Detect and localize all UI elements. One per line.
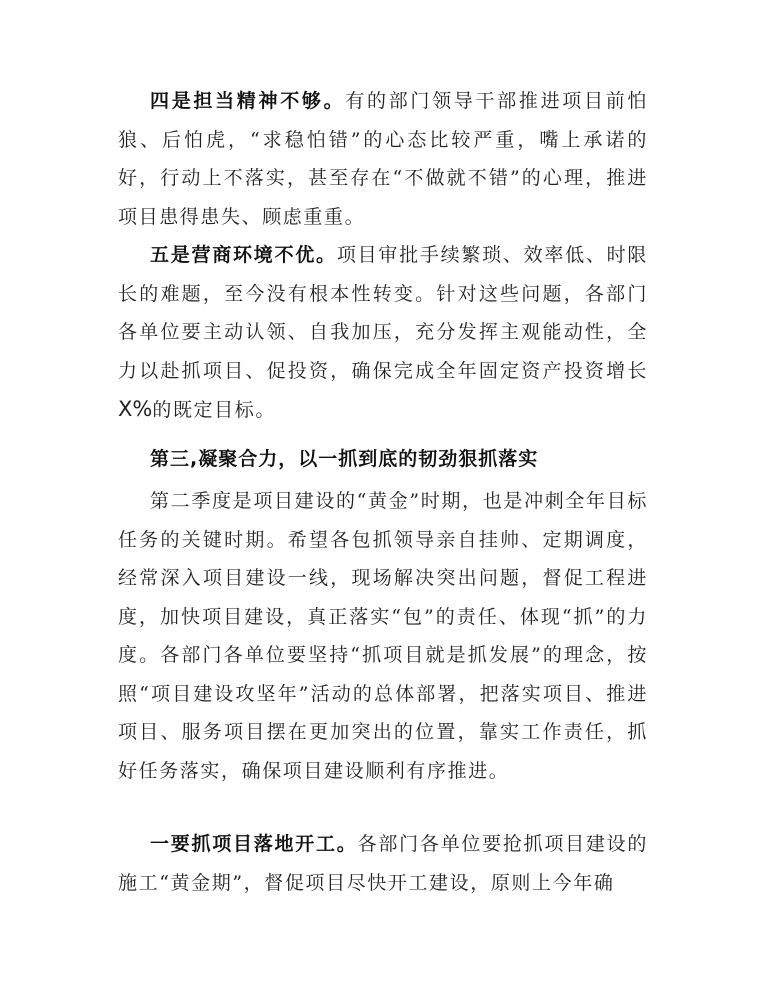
paragraph-lead: 一要抓项目落地开工。 (150, 833, 358, 855)
paragraph-body: 第二季度是项目建设的“黄金”时期，也是冲刺全年目标任务的关键时期。希望各包抓领导亲自挂帅、定期调度，经常深入项目建设一线，现场解决突出问题，督促工程进度，加快项目建设，真正落实“包”的责任、体现“抓”的力度。各部门各单位要坚持“抓项目就是抓发展”的理念，按照“项目建设攻坚年”活动的总体部署，把落实项目、推进项目、服务项目摆在更加突出的位置，靠实工作责任，抓好任务落实，确保项目建设顺利有序推进。 (118, 490, 648, 782)
paragraph-body: 项目审批手续繁琐、效率低、时限长的难题，至今没有根本性转变。针对这些问题，各部门各单位要主动认领、自我加压，充分发挥主观能动性，全力以赴抓项目、促投资，确保完成全年固定资产投资增长 (118, 244, 648, 382)
paragraph-responsibility (118, 82, 648, 236)
growth-percent: X% (118, 397, 153, 421)
paragraph-second-quarter (118, 482, 648, 790)
paragraph-project-start (118, 825, 648, 902)
paragraph-body: 有的部门领导干部推进项目前怕狼、后怕虎，“求稳怕错”的心态比较严重，嘴上承诺的好，行动上不落实，甚至存在“不做就不错”的心理，推进项目患得患失、顾虑重重。 (118, 90, 648, 228)
paragraph-business-environment (118, 236, 648, 430)
paragraph-body: 各部门各单位要抢抓项目建设的施工“黄金期”，督促项目尽快开工建设，原则上今年确 (118, 833, 648, 894)
paragraph-lead: 四是担当精神不够。 (150, 90, 346, 112)
paragraph-tail: 的既定目标。 (152, 399, 276, 421)
section-heading: 第三,凝聚合力，以一抓到底的韧劲狠抓落实 (150, 448, 539, 470)
paragraph-lead: 五是营商环境不优。 (150, 244, 337, 266)
